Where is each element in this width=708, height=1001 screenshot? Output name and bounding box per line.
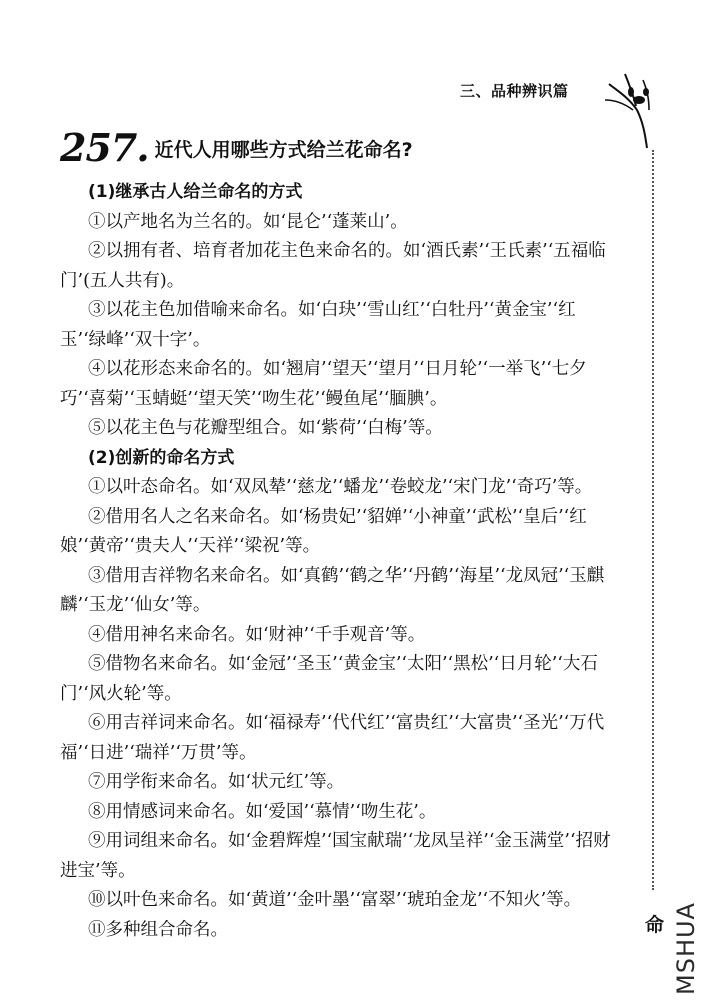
orchid-illustration bbox=[603, 70, 655, 150]
paragraph: ②借用名人之名来命名。如‘杨贵妃’‘貂婵’‘小神童’‘武松’‘皇后’‘红娘’‘黄帝’‘贵夫人’‘天祥’‘梁祝’等。 bbox=[60, 506, 587, 556]
paragraph: ②以拥有者、培育者加花主色来命名的。如‘酒氏素’‘王氏素’‘五福临门’(五人共有)。 bbox=[60, 241, 606, 291]
paragraph: ⑪多种组合命名。 bbox=[88, 919, 228, 940]
watermark: MSHUA bbox=[672, 902, 700, 995]
paragraph: ④借用神名来命名。如‘财神’‘千手观音’等。 bbox=[88, 624, 426, 645]
side-tab-glyph: 命 bbox=[645, 914, 665, 936]
subheading: (2)创新的命名方式 bbox=[88, 447, 235, 468]
paragraph: ①以叶态命名。如‘双凤辇’‘慈龙’‘蟠龙’‘卷蛟龙’‘宋门龙’‘奇巧’等。 bbox=[88, 477, 593, 497]
paragraph: ⑤以花主色与花瓣型组合。如‘紫荷’‘白梅’等。 bbox=[88, 418, 443, 438]
section-header: 三、品种辨识篇 bbox=[460, 82, 569, 100]
paragraph: ⑧用情感词来命名。如‘爱国’‘慕情’‘吻生花’。 bbox=[88, 801, 437, 822]
paragraph: ①以产地名为兰名的。如‘昆仑’‘蓬莱山’。 bbox=[88, 211, 408, 232]
paragraph: ③借用吉祥物名来命名。如‘真鹤’‘鹤之华’‘丹鹤’‘海星’‘龙凤冠’‘玉麒麟’‘玉龙’‘仙女’等。 bbox=[60, 565, 605, 615]
paragraph: ③以花主色加借喻来命名。如‘白玦’‘雪山红’‘白牡丹’‘黄金宝’‘红玉’‘绿峰’‘双十字’。 bbox=[60, 300, 576, 350]
body-text bbox=[60, 178, 620, 945]
paragraph: ⑤借物名来命名。如‘金冠’‘圣玉’‘黄金宝’‘太阳’‘黑松’‘日月轮’‘大石门’‘风火轮’等。 bbox=[60, 654, 598, 704]
question-number: 257. bbox=[60, 125, 149, 170]
paragraph: ④以花形态来命名的。如‘翘肩’‘望天’‘望月’‘日月轮’‘一举飞’‘七夕巧’‘喜菊’‘玉蜻蜓’‘望天笑’‘吻生花’‘鳗鱼尾’‘腼腆’。 bbox=[60, 359, 587, 409]
subheading: (1)继承古人给兰命名的方式 bbox=[88, 182, 303, 202]
margin-dotted-rule bbox=[652, 150, 654, 890]
paragraph: ⑦用学衔来命名。如‘状元红’等。 bbox=[88, 772, 345, 792]
paragraph: ⑩以叶色来命名。如‘黄道’‘金叶墨’‘富翠’‘琥珀金龙’‘不知火’等。 bbox=[88, 890, 582, 910]
question-text: 近代人用哪些方式给兰花命名? bbox=[154, 139, 413, 161]
paragraph: ⑨用词组来命名。如‘金碧辉煌’‘国宝献瑞’‘龙凤呈祥’‘金玉满堂’‘招财进宝’等。 bbox=[60, 831, 611, 881]
paragraph: ⑥用吉祥词来命名。如‘福禄寿’‘代代红’‘富贵红’‘大富贵’‘圣光’‘万代福’‘日进’‘瑞祥’‘万贯’等。 bbox=[60, 713, 605, 763]
question-title bbox=[60, 125, 413, 170]
